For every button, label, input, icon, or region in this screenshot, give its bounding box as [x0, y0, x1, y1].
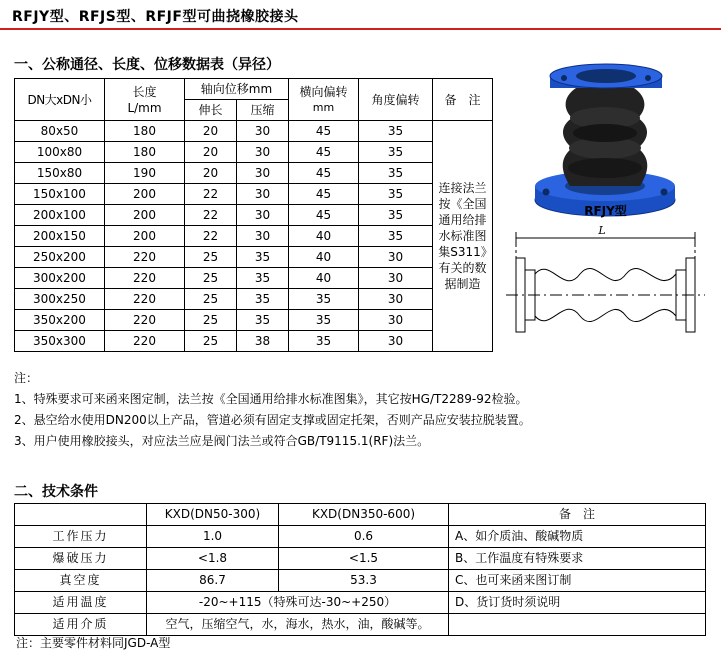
cell-dn: 80x50: [15, 121, 105, 142]
cell-extend: 22: [185, 205, 237, 226]
tech-label: 适用介质: [15, 614, 147, 636]
cell-angle: 35: [359, 121, 433, 142]
tech-row: [15, 526, 706, 548]
tech-remark: A、如介质油、酸碱物质: [449, 526, 706, 548]
cell-angle: 30: [359, 247, 433, 268]
cell-length: 200: [105, 205, 185, 226]
cell-angle: 35: [359, 226, 433, 247]
cell-extend: 25: [185, 247, 237, 268]
cell-lateral: 45: [289, 184, 359, 205]
cell-angle: 35: [359, 184, 433, 205]
header-axial-extend: 伸长: [185, 100, 237, 121]
cell-extend: 22: [185, 226, 237, 247]
tech-header-kxd-large: KXD(DN350-600): [279, 504, 449, 526]
tech-value-small: 86.7: [147, 570, 279, 592]
rubber-expansion-joint-photo-svg: [498, 40, 713, 220]
section-two-heading: 二、技术条件: [14, 484, 98, 500]
cell-compress: 30: [237, 142, 289, 163]
tech-header-remark: 备 注: [449, 504, 706, 526]
dimension-label-l: L: [598, 224, 606, 237]
cell-length: 200: [105, 226, 185, 247]
tech-label: 真空度: [15, 570, 147, 592]
tech-value-large: 53.3: [279, 570, 449, 592]
table-row: [15, 331, 493, 352]
cell-dn: 300x200: [15, 268, 105, 289]
cell-angle: 35: [359, 142, 433, 163]
cell-lateral: 40: [289, 226, 359, 247]
cell-angle: 30: [359, 289, 433, 310]
cell-dn: 150x80: [15, 163, 105, 184]
cell-compress: 30: [237, 205, 289, 226]
cell-lateral: 35: [289, 289, 359, 310]
cell-lateral: 35: [289, 331, 359, 352]
cell-extend: 25: [185, 289, 237, 310]
cell-lateral: 45: [289, 163, 359, 184]
title-bar: [0, 0, 721, 30]
tech-header-blank: [15, 504, 147, 526]
cell-compress: 35: [237, 247, 289, 268]
cell-angle: 35: [359, 163, 433, 184]
cell-lateral: 45: [289, 121, 359, 142]
cell-angle: 30: [359, 331, 433, 352]
cell-extend: 20: [185, 121, 237, 142]
table-row: [15, 226, 493, 247]
cell-dn: 200x100: [15, 205, 105, 226]
header-axial-compress: 压缩: [237, 100, 289, 121]
cell-angle: 35: [359, 205, 433, 226]
page-title: RFJY型、RFJS型、RFJF型可曲挠橡胶接头: [12, 9, 299, 25]
rubber-joint-dimension-drawing-svg: [498, 222, 713, 362]
cell-extend: 25: [185, 310, 237, 331]
table-row: [15, 121, 493, 142]
notes-block: [14, 368, 531, 452]
cell-dn: 300x250: [15, 289, 105, 310]
tech-remark: [449, 614, 706, 636]
cell-length: 180: [105, 121, 185, 142]
tech-value-large: 0.6: [279, 526, 449, 548]
cell-compress: 35: [237, 289, 289, 310]
notes-title: 注：: [14, 371, 39, 385]
cell-compress: 30: [237, 184, 289, 205]
cell-lateral: 45: [289, 205, 359, 226]
header-lateral-line2: mm: [312, 100, 335, 114]
cell-compress: 38: [237, 331, 289, 352]
cell-extend: 25: [185, 268, 237, 289]
cell-remark: 连接法兰按《全国通用给排水标准图集S311》有关的数据制造: [433, 121, 493, 352]
table-row: [15, 142, 493, 163]
cell-length: 220: [105, 289, 185, 310]
table-row: [15, 289, 493, 310]
header-length: [105, 79, 185, 121]
cell-angle: 30: [359, 310, 433, 331]
cell-lateral: 40: [289, 247, 359, 268]
tech-label: 爆破压力: [15, 548, 147, 570]
header-remark: 备 注: [433, 79, 493, 121]
header-lateral: [289, 79, 359, 121]
cell-lateral: 45: [289, 142, 359, 163]
technical-conditions-table: [14, 503, 706, 636]
header-dn: DN大xDN小: [15, 79, 105, 121]
tech-row: [15, 570, 706, 592]
tech-row: [15, 614, 706, 636]
cell-compress: 30: [237, 163, 289, 184]
tech-value-large: <1.5: [279, 548, 449, 570]
cell-length: 200: [105, 184, 185, 205]
cell-compress: 35: [237, 268, 289, 289]
note-item: 1、特殊要求可来函来图定制，法兰按《全国通用给排水标准图集》，其它按HG/T2289-92检验。: [14, 392, 528, 406]
cell-dn: 250x200: [15, 247, 105, 268]
cell-dn: 100x80: [15, 142, 105, 163]
cell-length: 190: [105, 163, 185, 184]
photo-caption: RFJY型: [584, 204, 627, 218]
product-photo: [498, 40, 713, 220]
tech-value-small: <1.8: [147, 548, 279, 570]
cell-length: 220: [105, 268, 185, 289]
table-header-row: [15, 79, 493, 100]
tech-remark: B、工作温度有特殊要求: [449, 548, 706, 570]
cell-length: 220: [105, 247, 185, 268]
tech-row: [15, 548, 706, 570]
cell-dn: 200x150: [15, 226, 105, 247]
header-axial: 轴向位移mm: [185, 79, 289, 100]
cell-extend: 20: [185, 163, 237, 184]
tech-value-merged: -20~+115（特殊可达-30~+250）: [147, 592, 449, 614]
note-item: 3、用户使用橡胶接头，对应法兰应是阀门法兰或符合GB/T9115.1(RF)法兰。: [14, 434, 430, 448]
cell-dn: 350x200: [15, 310, 105, 331]
cell-extend: 22: [185, 184, 237, 205]
cell-length: 220: [105, 310, 185, 331]
table-row: [15, 205, 493, 226]
cell-extend: 20: [185, 142, 237, 163]
diameter-length-displacement-table: [14, 78, 493, 352]
cell-length: 180: [105, 142, 185, 163]
dimension-drawing: [498, 222, 713, 362]
tech-header-row: [15, 504, 706, 526]
cell-dn: 350x300: [15, 331, 105, 352]
tech-label: 适用温度: [15, 592, 147, 614]
tech-row: [15, 592, 706, 614]
table-row: [15, 163, 493, 184]
header-angle: 角度偏转: [359, 79, 433, 121]
note-item: 2、悬空给水使用DN200以上产品，管道必须有固定支撑或固定托架，否则产品应安装拉脱装置。: [14, 413, 531, 427]
table-row: [15, 268, 493, 289]
header-length-line2: L/mm: [127, 100, 162, 115]
cell-length: 220: [105, 331, 185, 352]
cell-compress: 30: [237, 226, 289, 247]
section-one-heading: 一、公称通径、长度、位移数据表（异径）: [14, 57, 280, 73]
tech-value-small: 1.0: [147, 526, 279, 548]
cell-compress: 30: [237, 121, 289, 142]
table-row: [15, 247, 493, 268]
footer-note: 注：主要零件材料同JGD-A型: [16, 636, 171, 650]
cell-lateral: 40: [289, 268, 359, 289]
header-length-line1: 长度: [132, 84, 157, 99]
table-row: [15, 184, 493, 205]
cell-compress: 35: [237, 310, 289, 331]
tech-value-merged: 空气，压缩空气，水，海水，热水，油，酸碱等。: [147, 614, 449, 636]
cell-angle: 30: [359, 268, 433, 289]
header-lateral-line1: 横向偏转: [299, 84, 348, 99]
cell-extend: 25: [185, 331, 237, 352]
tech-label: 工作压力: [15, 526, 147, 548]
cell-lateral: 35: [289, 310, 359, 331]
cell-dn: 150x100: [15, 184, 105, 205]
tech-remark: C、也可来函来图订制: [449, 570, 706, 592]
tech-remark: D、货订货时须说明: [449, 592, 706, 614]
table-row: [15, 310, 493, 331]
tech-header-kxd-small: KXD(DN50-300): [147, 504, 279, 526]
